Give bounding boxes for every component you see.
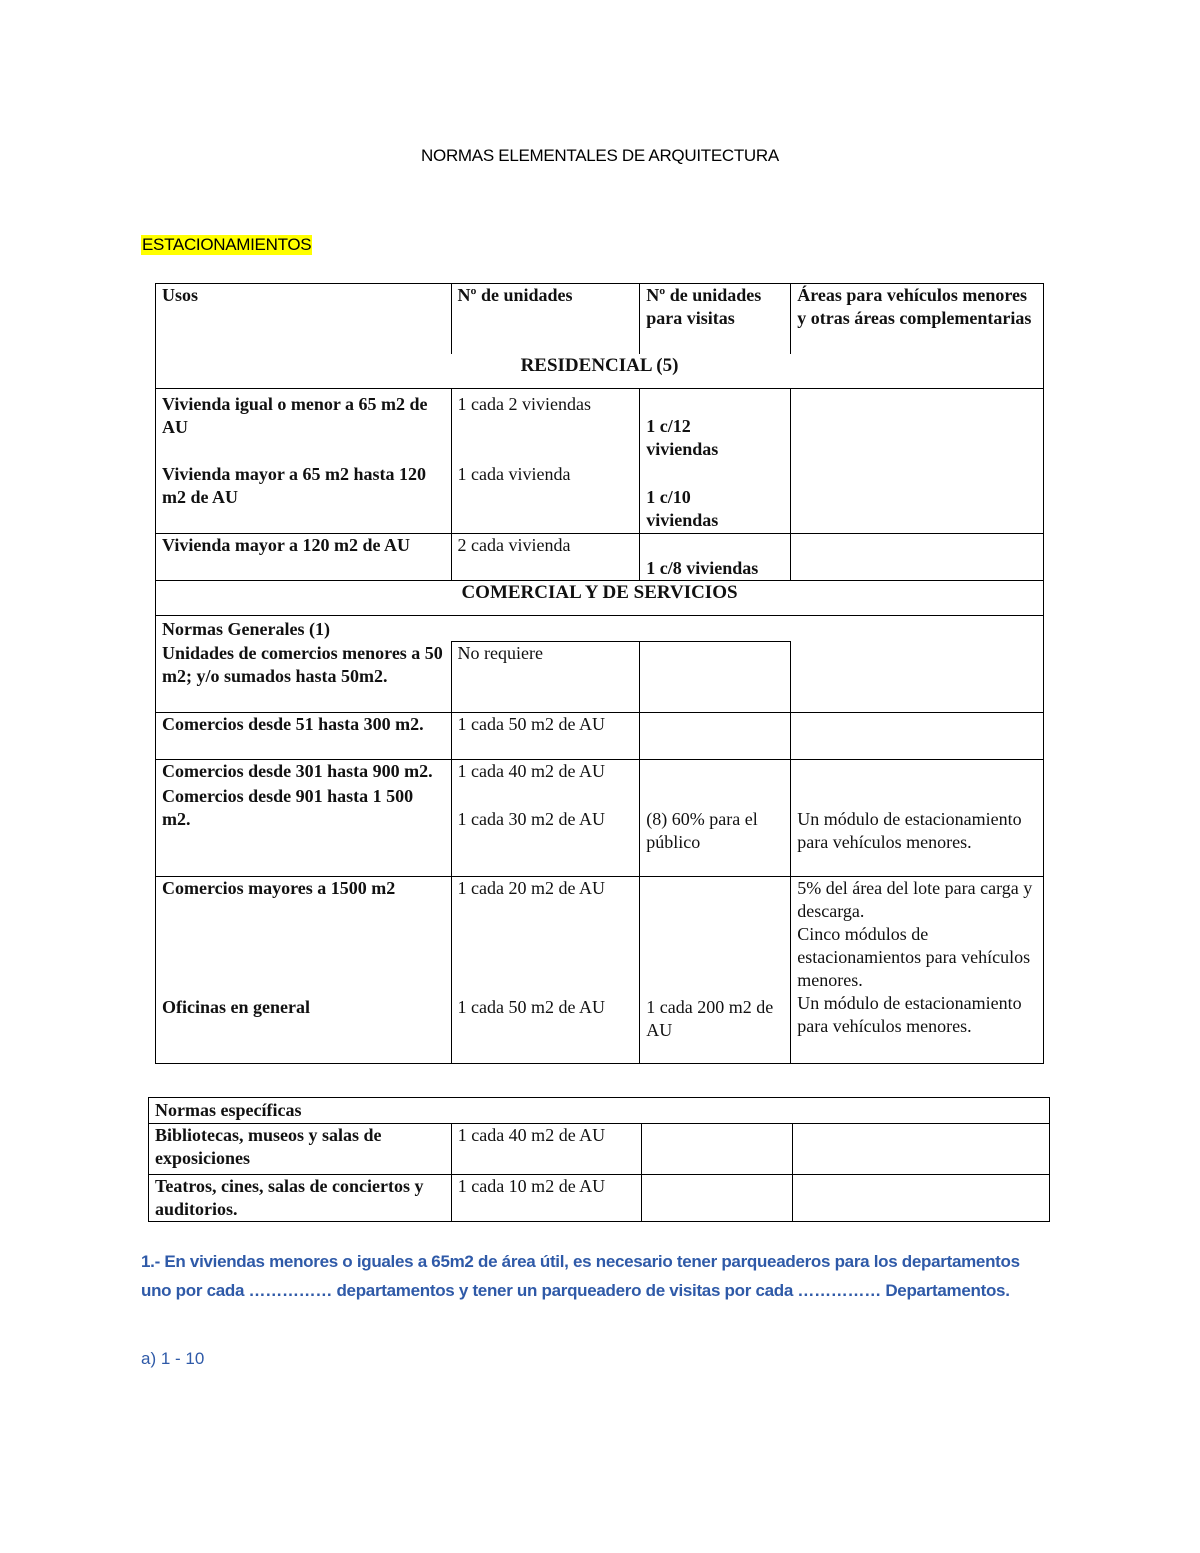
comercial-heading: COMERCIAL Y DE SERVICIOS xyxy=(156,581,1044,616)
unid-comercios-50: No requiere xyxy=(451,642,640,713)
unid-oficinas: 1 cada 50 m2 de AU xyxy=(457,996,605,1017)
uso-comercios-301-900: Comercios desde 301 hasta 900 m2. xyxy=(162,760,433,781)
specific-norms-table xyxy=(148,1097,1050,1222)
question-text: 1.- En viviendas menores o iguales a 65m2 de área útil, es necesario tener parqueaderos para los departamentos uno por cada …………… departamentos y tener un parqueadero de visitas por cada …………… Departamentos. xyxy=(141,1252,1020,1300)
unid-comercios-51-300: 1 cada 50 m2 de AU xyxy=(451,712,640,759)
table-row xyxy=(149,1124,1050,1175)
vis-vivienda-120: 1 c/8 viviendas xyxy=(640,534,791,581)
vis-vivienda-65: 1 c/12 viviendas xyxy=(646,416,719,459)
table-row xyxy=(156,712,1044,759)
unid-teatros: 1 cada 10 m2 de AU xyxy=(451,1175,641,1222)
table-row xyxy=(156,759,1044,876)
vis-oficinas: 1 cada 200 m2 de AU xyxy=(646,996,774,1040)
unid-vivienda-120: 2 cada vivienda xyxy=(451,534,640,581)
table-header-row xyxy=(156,284,1044,355)
normas-especificas-label: Normas específicas xyxy=(149,1098,1050,1124)
parking-table xyxy=(155,283,1044,1064)
areas-comercios-901-1500: Un módulo de estacionamiento para vehículos menores. xyxy=(791,759,1044,876)
uso-comercios-51-300: Comercios desde 51 hasta 300 m2. xyxy=(156,712,452,759)
uso-comercios-50: Unidades de comercios menores a 50 m2; y/o sumados hasta 50m2. xyxy=(156,642,452,713)
areas-oficinas: Un módulo de estacionamiento para vehículos menores. xyxy=(797,992,1022,1036)
table-row xyxy=(156,642,1044,713)
table-row xyxy=(149,1175,1050,1222)
areas-comercios-1500-carga: 5% del área del lote para carga y descarga. xyxy=(797,877,1033,921)
page-title: NORMAS ELEMENTALES DE ARQUITECTURA xyxy=(421,146,779,165)
unid-comercios-301-900: 1 cada 40 m2 de AU xyxy=(457,760,605,781)
unid-bibliotecas: 1 cada 40 m2 de AU xyxy=(451,1124,641,1175)
uso-vivienda-65: Vivienda igual o menor a 65 m2 de AU xyxy=(162,394,428,437)
unid-vivienda-65: 1 cada 2 viviendas xyxy=(457,394,591,414)
section-heading: ESTACIONAMIENTOS xyxy=(142,235,312,254)
vis-vivienda-65-120: 1 c/10 viviendas xyxy=(646,487,719,530)
answer-option-a: a) 1 - 10 xyxy=(141,1349,205,1368)
header-unidades: Nº de unidades xyxy=(451,284,640,355)
header-visitas: Nº de unidades para visitas xyxy=(640,284,791,355)
table-row xyxy=(156,534,1044,581)
unid-comercios-1500: 1 cada 20 m2 de AU xyxy=(457,877,605,898)
uso-comercios-901-1500: Comercios desde 901 hasta 1 500 m2. xyxy=(162,785,414,829)
uso-vivienda-65-120: Vivienda mayor a 65 m2 hasta 120 m2 de AU xyxy=(162,464,427,507)
uso-teatros: Teatros, cines, salas de conciertos y auditorios. xyxy=(149,1175,452,1222)
table-row xyxy=(156,876,1044,1063)
areas-comercios-1500-modulos: Cinco módulos de estacionamientos para vehículos menores. xyxy=(797,923,1031,990)
uso-comercios-1500: Comercios mayores a 1500 m2 xyxy=(162,877,396,898)
uso-oficinas: Oficinas en general xyxy=(162,996,310,1017)
header-areas: Áreas para vehículos menores y otras áreas complementarias xyxy=(791,284,1044,355)
uso-bibliotecas: Bibliotecas, museos y salas de exposiciones xyxy=(149,1124,452,1175)
normas-generales-label: Normas Generales (1) xyxy=(156,616,1044,642)
table-row xyxy=(156,389,1044,534)
header-usos: Usos xyxy=(156,284,452,355)
unid-vivienda-65-120: 1 cada vivienda xyxy=(457,464,571,484)
uso-vivienda-120: Vivienda mayor a 120 m2 de AU xyxy=(156,534,452,581)
unid-comercios-901-1500: 1 cada 30 m2 de AU xyxy=(457,808,605,829)
vis-comercios-901-1500: (8) 60% para el público xyxy=(640,759,791,876)
residencial-heading: RESIDENCIAL (5) xyxy=(156,354,1044,389)
